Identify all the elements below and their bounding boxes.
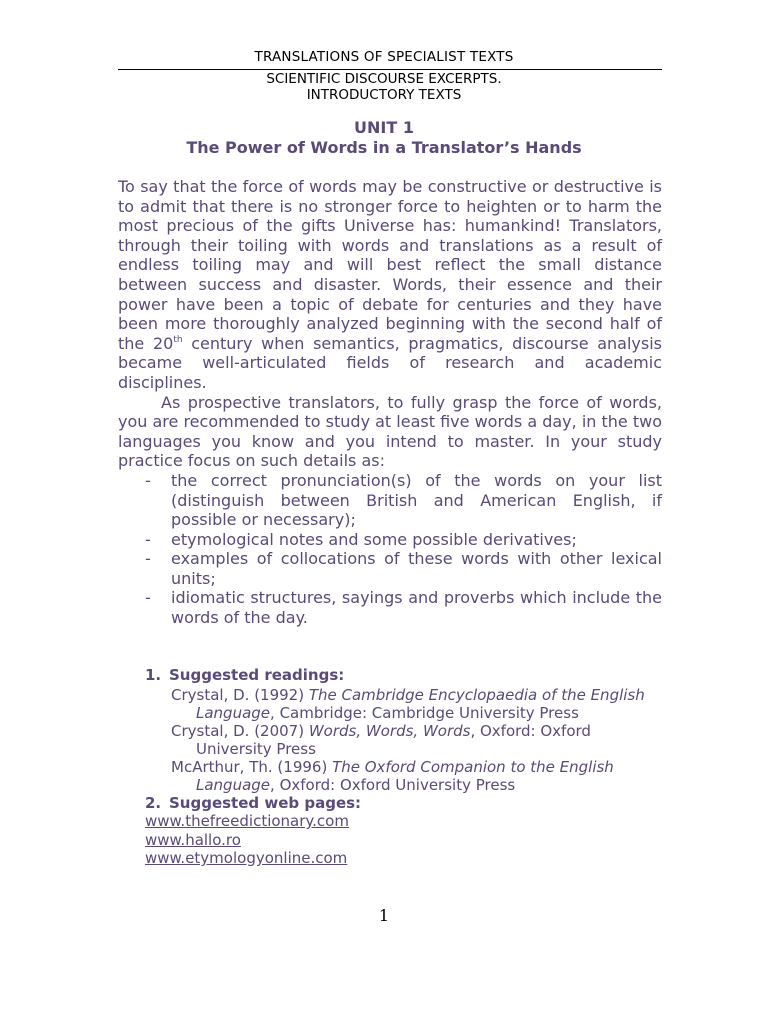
dash-marker: - (145, 549, 151, 569)
web-pages-heading-text: Suggested web pages: (169, 794, 362, 812)
header-subtitle-line1: SCIENTIFIC DISCOURSE EXCERPTS. (266, 71, 502, 87)
reference-item (145, 686, 662, 722)
superscript: th (173, 334, 183, 345)
dash-marker: - (145, 588, 151, 608)
readings-number: 1. (145, 666, 162, 684)
unit-title: The Power of Words in a Translator’s Hands (186, 138, 582, 157)
readings-heading-text: Suggested readings: (169, 666, 345, 684)
list-item-text: examples of collocations of these words with other lexical units; (171, 549, 662, 588)
resources-section (145, 666, 662, 868)
list-item-text: etymological notes and some possible derivatives; (171, 529, 577, 549)
list-item-text: the correct pronunciation(s) of the words on your list (distinguish between British and American English, if possible or necessary); (171, 470, 662, 530)
web-link-hallo[interactable]: www.hallo.ro (145, 830, 241, 849)
reference-title: The Oxford Companion to the English Language (196, 758, 614, 794)
reference-item (145, 758, 662, 794)
paragraph-intro-text: To say that the force of words may be constructive or destructive is to admit that there is no stronger force to heighten or to harm the most precious of the gifts Universe has: humankind! Translators, through their toiling with words and translations as a result of endless toiling may and will best reflect the small distance between success and disaster. Words, their essence and their power have been a topic of debate for centuries and they have been more thoroughly analyzed beginning with the second half of the 20 (118, 177, 662, 353)
practice-list (118, 471, 662, 628)
reference-publisher: , Cambridge: Cambridge University Press (270, 704, 579, 722)
paragraph-intro (118, 177, 662, 393)
reference-author: Crystal, D. (2007) (171, 722, 309, 740)
list-item (118, 530, 662, 550)
reference-title: Words, Words, Words (308, 722, 471, 740)
header-subtitle-line2: INTRODUCTORY TEXTS (306, 87, 462, 103)
web-pages-heading (145, 794, 662, 812)
reference-author: Crystal, D. (1992) (171, 686, 309, 704)
list-item-text: idiomatic structures, sayings and proverbs which include the words of the day. (171, 588, 662, 628)
list-item (118, 588, 662, 627)
body-text (118, 177, 662, 628)
readings-heading (145, 666, 662, 684)
running-header-subtitle (0, 71, 768, 103)
list-item (118, 549, 662, 588)
header-rule (118, 69, 662, 70)
reference-publisher: , Oxford: Oxford University Press (196, 722, 591, 758)
running-header-title: TRANSLATIONS OF SPECIALIST TEXTS (254, 49, 514, 65)
reference-item (145, 722, 662, 758)
paragraph-intro-text-end: century when semantics, pragmatics, discourse analysis became well-articulated fields of research and academic disciplines. (118, 333, 663, 392)
unit-heading (0, 118, 768, 158)
web-link-etymologyonline[interactable]: www.etymologyonline.com (145, 849, 348, 867)
dash-marker: - (145, 470, 151, 490)
dash-marker: - (145, 529, 151, 549)
web-link-thefreedictionary[interactable]: www.thefreedictionary.com (145, 812, 349, 830)
paragraph-practice: As prospective translators, to fully grasp the force of words, you are recommended to study at least five words a day, in the two languages you know and you intend to master. In your study practice focus on such details as: (118, 392, 662, 471)
page-number: 1 (378, 906, 390, 925)
reference-title: The Cambridge Encyclopaedia of the English Language (196, 686, 645, 722)
web-pages-number: 2. (145, 794, 162, 812)
reference-author: McArthur, Th. (1996) (171, 758, 333, 776)
list-item (118, 471, 662, 530)
reference-publisher: , Oxford: Oxford University Press (270, 776, 516, 794)
unit-label: UNIT 1 (354, 118, 414, 137)
